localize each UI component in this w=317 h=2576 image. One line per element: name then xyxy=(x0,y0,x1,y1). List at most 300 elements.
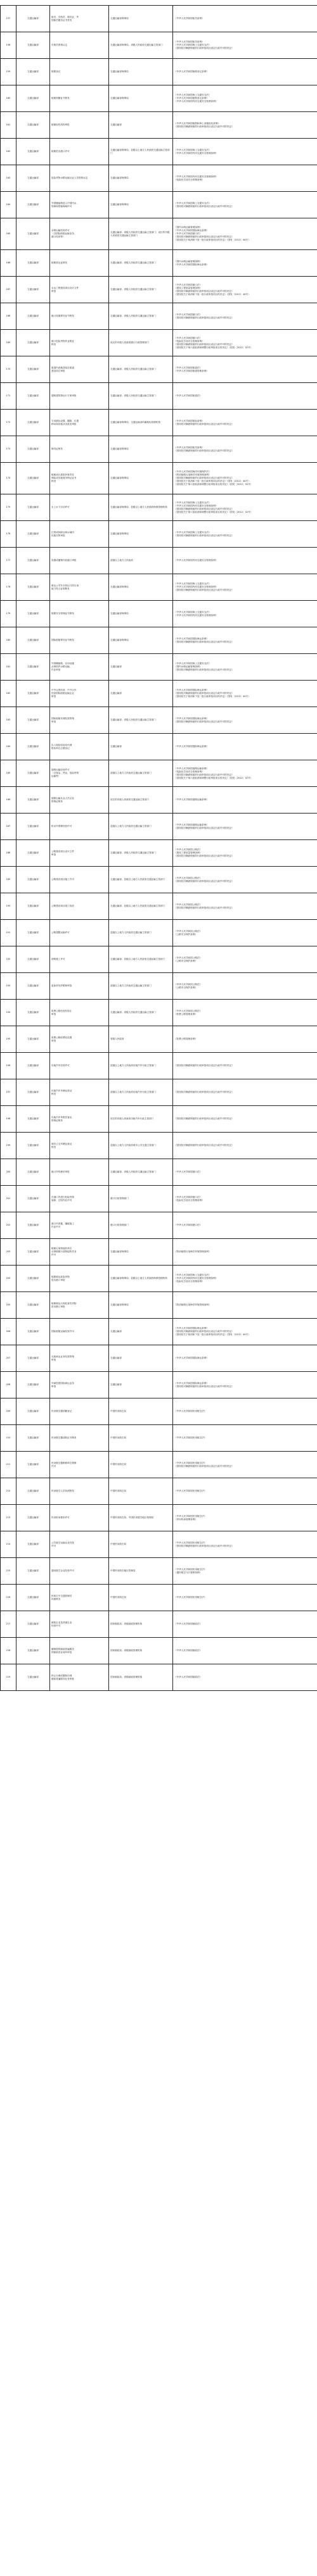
approving-authority-cell-line: 交通运输部海事局 xyxy=(110,1250,129,1253)
department-cell: 交通运输部 xyxy=(16,1531,50,1558)
department-cell: 交通运输部 xyxy=(16,1611,50,1638)
row-number-cell: 158 xyxy=(1,32,16,59)
approval-item-cell xyxy=(50,1372,109,1398)
legal-basis-cell-line: 《国务院对确需保留的行政审批项目设定行政许可的决定》 xyxy=(174,1330,234,1333)
approval-item-cell-line: 通用航空企业经营许可 xyxy=(51,1569,74,1572)
legal-basis-cell-line: 《国务院对确需保留的行政审批项目设定行政许可的决定》 xyxy=(174,1064,234,1067)
row-number-cell: 175 xyxy=(1,494,16,521)
approving-authority-cell xyxy=(109,920,173,946)
legal-basis-cell xyxy=(173,1664,317,1691)
approval-item-cell-line: 中外合资经营、中外合作 xyxy=(51,689,77,691)
approval-item-cell-line: 从事船舶污染物接收作业 xyxy=(51,1250,77,1253)
legal-basis-cell-line: 《国务院对确需保留的行政审批项目设定行政许可的决定》 xyxy=(174,342,234,346)
legal-basis-cell-line: 《国务院对确需保留的行政审批项目设定行政许可的决定》 xyxy=(174,1144,234,1147)
table-row xyxy=(1,1398,317,1425)
approving-authority-cell-line: 国家邮政局；省级邮政管理机构 xyxy=(110,1676,143,1678)
approval-item-cell-line: 核发 xyxy=(51,480,56,482)
approval-item-cell-line: 打捞或拆除沿海水域内 xyxy=(51,531,74,534)
row-number-cell: 211 xyxy=(1,1452,16,1478)
legal-basis-cell-line: 《国务院对确需保留的行政审批项目设定行政许可的决定》 xyxy=(174,316,234,319)
legal-basis-cell-line: 《收费公路管理条例》 xyxy=(174,1012,197,1015)
approval-item-cell-line: 出租汽车经营许可 xyxy=(51,1064,70,1067)
legal-basis-cell xyxy=(173,32,317,59)
legal-basis-cell xyxy=(173,787,317,814)
legal-basis-cell xyxy=(173,463,317,494)
approval-item-cell-line: 港口岸线使用审批 xyxy=(51,1171,70,1173)
approval-item-cell xyxy=(50,192,109,218)
legal-basis-cell-line: 《国内水路运输管理条例》 xyxy=(174,665,202,668)
row-number-cell: 178 xyxy=(1,574,16,601)
approval-item-cell xyxy=(50,356,109,383)
row-number-cell: 217 xyxy=(1,1611,16,1638)
row-number-cell: 188 xyxy=(1,840,16,867)
approval-item-cell xyxy=(50,574,109,601)
row-number-cell: 212 xyxy=(1,1478,16,1505)
approving-authority-cell xyxy=(109,1452,173,1478)
row-number-cell: 191 xyxy=(1,920,16,946)
department-cell: 交通运输部 xyxy=(16,1425,50,1452)
approving-authority-cell-line: 交通运输部海事局；县级以上地方人民政府海事管理机构 xyxy=(110,1277,167,1279)
approval-item-cell-line: 国际船舶运输经营许可 xyxy=(51,1330,74,1333)
row-number-cell: 215 xyxy=(1,1558,16,1585)
approval-item-cell-line: 在港口内进行危险货物 xyxy=(51,1195,74,1198)
approval-item-cell xyxy=(50,1000,109,1026)
legal-basis-cell-line: 《中华人民共和国内河交通安全管理条例》 xyxy=(174,1277,218,1279)
approval-item-cell xyxy=(50,814,109,840)
legal-basis-cell-line: 《中华人民共和国国际海运条例》 xyxy=(174,717,209,720)
approval-items-table xyxy=(0,5,317,1691)
approval-item-cell-line: 沉船沉物审批 xyxy=(51,534,65,537)
row-number-cell: 179 xyxy=(1,601,16,627)
legal-basis-cell xyxy=(173,1186,317,1212)
approval-item-cell-line: 通航建筑物运行方案审批 xyxy=(51,394,77,397)
legal-basis-cell-line: 《公路安全保护条例》 xyxy=(174,933,197,936)
table-row xyxy=(1,867,317,893)
department-cell: 交通运输部 xyxy=(16,601,50,627)
approval-item-cell-line: 收费公路收费站设置 xyxy=(51,1036,72,1039)
approval-item-cell-line: 民用航空器国籍登记 xyxy=(51,1410,72,1412)
legal-basis-cell-line: 《中华人民共和国海上交通安全法》 xyxy=(174,662,211,665)
approving-authority-cell-line: 交通运输部海事局 xyxy=(110,477,129,479)
approval-item-cell-line: 船舶登记 xyxy=(51,70,61,73)
department-cell: 交通运输部 xyxy=(16,1372,50,1398)
legal-basis-cell-line: 《中华人民共和国海上交通安全法》 xyxy=(174,94,211,96)
legal-basis-cell xyxy=(173,1452,317,1478)
approval-item-cell-line: 民用航空人员执照核发 xyxy=(51,1490,74,1492)
approving-authority-cell xyxy=(109,250,173,277)
approval-item-cell-line: 经营许可 xyxy=(51,1624,61,1627)
approving-authority-cell xyxy=(109,112,173,139)
legal-basis-cell xyxy=(173,277,317,303)
approving-authority-cell-line: 中国民用航空局 xyxy=(110,1463,127,1466)
approving-authority-cell xyxy=(109,1319,173,1345)
approving-authority-cell-line: 交通运输部 xyxy=(110,123,122,126)
row-number-cell: 184 xyxy=(1,734,16,760)
legal-basis-cell xyxy=(173,867,317,893)
department-cell: 交通运输部 xyxy=(16,1266,50,1292)
approval-item-cell xyxy=(50,1558,109,1585)
approving-authority-cell-line: 中国民用航空地区管理局 xyxy=(110,1569,136,1572)
department-cell: 交通运输部 xyxy=(16,463,50,494)
department-cell: 交通运输部 xyxy=(16,383,50,410)
department-cell: 交通运输部 xyxy=(16,192,50,218)
legal-basis-cell xyxy=(173,1425,317,1452)
approving-authority-cell-line: 设区的市级人民政府港口行政管理部门 xyxy=(110,341,150,344)
approval-item-cell xyxy=(50,303,109,330)
legal-basis-cell xyxy=(173,1638,317,1664)
approving-authority-cell-line: 交通运输部；县级以上地方人民政府交通运输主管部门 xyxy=(110,878,165,881)
department-cell: 交通运输部 xyxy=(16,1239,50,1266)
approving-authority-cell xyxy=(109,218,173,250)
legal-basis-cell-line: 《中华人民共和国内河交通安全管理条例》 xyxy=(174,559,218,562)
legal-basis-cell-line: 《危险化学品安全管理条例》 xyxy=(174,1280,204,1283)
legal-basis-cell xyxy=(173,6,317,32)
legal-basis-cell-line: 《中华人民共和国航道法》 xyxy=(174,394,202,397)
department-cell: 交通运输部 xyxy=(16,139,50,165)
approving-authority-cell xyxy=(109,1372,173,1398)
approving-authority-cell-line: 县级以上地方人民政府交通运输主管部门 xyxy=(110,984,152,987)
legal-basis-cell-line: 《国务院关于第六批取消和调整行政审批项目的决定》（国发〔2012〕52号） xyxy=(174,776,253,779)
row-number-cell: 196 xyxy=(1,1053,16,1079)
legal-basis-cell-line: 《国务院对确需保留的行政审批项目设定行政许可的决定》 xyxy=(174,507,234,510)
approving-authority-cell-line: 交通运输部；省级人民政府交通运输主管部门 xyxy=(110,368,156,370)
approving-authority-cell-line: 中国民用航空局 xyxy=(110,1410,127,1412)
row-number-cell: 180 xyxy=(1,627,16,654)
table-row xyxy=(1,463,317,494)
approval-item-cell xyxy=(50,1053,109,1079)
approving-authority-cell-line: 交通运输部 xyxy=(110,745,122,748)
approval-item-cell xyxy=(50,1664,109,1691)
approval-item-cell-line: 审批 xyxy=(51,1385,56,1388)
department-cell: 交通运输部 xyxy=(16,303,50,330)
legal-basis-cell-line: 《收费公路管理条例》 xyxy=(174,1038,197,1040)
approval-item-cell xyxy=(50,1212,109,1239)
table-row xyxy=(1,1133,317,1159)
approving-authority-cell xyxy=(109,1292,173,1319)
legal-basis-cell-line: 《国务院对确需保留的行政审批项目设定行政许可的决定》 xyxy=(174,1544,234,1547)
approving-authority-cell-line: 县级以上地方人民政府出租汽车行政主管部门 xyxy=(110,1091,156,1093)
approving-authority-cell xyxy=(109,1159,173,1186)
legal-basis-cell-line: 《中华人民共和国公路法》 xyxy=(174,983,202,986)
approving-authority-cell-line: 国家邮政局；省级邮政管理机构 xyxy=(110,1623,143,1625)
legal-basis-cell-line: 《中华人民共和国船员条例》 xyxy=(174,17,204,20)
legal-basis-cell xyxy=(173,85,317,112)
department-cell: 交通运输部 xyxy=(16,654,50,681)
row-number-cell: 181 xyxy=(1,654,16,681)
legal-basis-cell-line: 《国务院对确需保留的行政审批项目设定行政许可的决定》 xyxy=(174,773,234,776)
legal-basis-cell xyxy=(173,1239,317,1266)
approving-authority-cell xyxy=(109,1585,173,1611)
approval-item-cell xyxy=(50,1531,109,1558)
legal-basis-cell-line: 《中华人民共和国道路运输条例》 xyxy=(174,823,209,826)
approval-item-cell xyxy=(50,1159,109,1186)
approval-item-cell-line: 道路运输经营许可 xyxy=(51,769,70,771)
approval-item-cell-line: 船员、引航员、海员证、外 xyxy=(51,15,79,18)
legal-basis-cell-line: 《国务院对确需保留的行政审批项目设定行政许可的决定》 xyxy=(174,236,234,238)
department-cell: 交通运输部 xyxy=(16,973,50,1000)
table-row xyxy=(1,1611,317,1638)
legal-basis-cell-line: 《中华人民共和国国际海运条例》 xyxy=(174,229,209,232)
department-cell: 交通运输部 xyxy=(16,893,50,920)
legal-basis-cell-line: 《国务院对确需保留的行政审批项目设定行政许可的决定》 xyxy=(174,125,234,128)
approval-item-cell-line: 许可 xyxy=(51,1253,56,1256)
legal-basis-cell-line: 《国务院对确需保留的行政审批项目设定行政许可的决定》 xyxy=(174,879,234,883)
legal-basis-cell xyxy=(173,574,317,601)
approving-authority-cell xyxy=(109,893,173,920)
table-row xyxy=(1,303,317,330)
approving-authority-cell xyxy=(109,1398,173,1425)
legal-basis-cell-line: 《中华人民共和国国际海运条例》 xyxy=(174,689,209,691)
approval-item-cell-line: 港口内采掘、爆破施工 xyxy=(51,1222,74,1225)
department-cell: 交通运输部 xyxy=(16,920,50,946)
legal-basis-cell-line: 《中华人民共和国国际海运条例》 xyxy=(174,263,209,266)
department-cell: 交通运输部 xyxy=(16,1664,50,1691)
approval-item-cell-line: 航运公司安全营运与防污染 xyxy=(51,584,79,587)
approving-authority-cell xyxy=(109,787,173,814)
department-cell: 交通运输部 xyxy=(16,1186,50,1212)
legal-basis-cell-line: 《中华人民共和国民用航空法》 xyxy=(174,1490,207,1492)
department-cell: 交通运输部 xyxy=(16,356,50,383)
department-cell: 交通运输部 xyxy=(16,574,50,601)
approving-authority-cell xyxy=(109,814,173,840)
table-row xyxy=(1,681,317,707)
approving-authority-cell-line: 交通运输部 xyxy=(110,1383,122,1386)
approving-authority-cell-line: 交通运输部海事局 xyxy=(110,97,129,99)
approval-item-cell xyxy=(50,330,109,356)
approval-item-cell-line: 更新采伐护路林审批 xyxy=(51,984,72,987)
row-number-cell: 186 xyxy=(1,787,16,814)
approving-authority-cell xyxy=(109,867,173,893)
table-row xyxy=(1,1106,317,1133)
approving-authority-cell xyxy=(109,1266,173,1292)
legal-basis-cell-line: 《中华人民共和国公路法》 xyxy=(174,876,202,879)
approval-item-cell-line: 停止办理或限制办理 xyxy=(51,1674,72,1677)
row-number-cell: 174 xyxy=(1,463,16,494)
approval-item-cell xyxy=(50,112,109,139)
legal-basis-cell-line: 《建设工程质量管理条例》 xyxy=(174,286,202,289)
approval-item-cell-line: 审批 xyxy=(51,289,56,292)
legal-basis-cell-line: 《国务院对确需保留的行政审批项目设定行政许可的决定》 xyxy=(174,640,234,643)
approving-authority-cell xyxy=(109,436,173,463)
row-number-cell: 219 xyxy=(1,1664,16,1691)
approving-authority-cell xyxy=(109,1212,173,1239)
approval-item-cell-line: 保险或其他财务保证证书 xyxy=(51,477,77,479)
legal-basis-cell-line: 《中华人民共和国国际海运条例》 xyxy=(174,1381,209,1385)
row-number-cell: 200 xyxy=(1,1159,16,1186)
approving-authority-cell-line: 交通运输部海事局；县级以上地方人民政府交通运输主管部门 xyxy=(110,148,170,154)
approving-authority-cell-line: 县级以上地方人民政府交通运输主管部门 xyxy=(110,825,152,827)
approval-item-cell xyxy=(50,1079,109,1106)
approval-item-cell xyxy=(50,1611,109,1638)
approval-item-cell-line: 移动和其他状况改变审批 xyxy=(51,422,77,425)
approval-item-cell xyxy=(50,521,109,548)
row-number-cell: 157 xyxy=(1,6,16,32)
approval-item-cell xyxy=(50,250,109,277)
approval-item-cell-line: 民用航空器维修单位维修 xyxy=(51,1461,77,1464)
approval-item-cell-line: 港口设施保安证书核发 xyxy=(51,315,74,317)
legal-basis-cell-line: 《国务院对确需保留的行政审批项目设定行政许可的决定》 xyxy=(174,855,234,857)
department-cell: 交通运输部 xyxy=(16,867,50,893)
table-row xyxy=(1,112,317,139)
row-number-cell: 214 xyxy=(1,1531,16,1558)
approving-authority-cell-line: 中国民用航空局 xyxy=(110,1543,127,1545)
legal-basis-cell-line: 《危险化学品安全管理条例》 xyxy=(174,178,204,181)
approving-authority-cell-line: 省级人民政府 xyxy=(110,1038,124,1040)
approval-item-cell-line: 外国籍船舶、浮动设施 xyxy=(51,662,74,665)
approval-item-cell xyxy=(50,548,109,574)
department-cell: 交通运输部 xyxy=(16,112,50,139)
approval-item-cell-line: 国际船舶代理经营资格 xyxy=(51,717,74,720)
legal-basis-cell-line: 《中华人民共和国港口法》 xyxy=(174,1171,202,1173)
approving-authority-cell xyxy=(109,1345,173,1372)
legal-basis-cell-line: 《中华人民共和国道路运输条例》 xyxy=(174,767,209,770)
approving-authority-cell xyxy=(109,463,173,494)
approving-authority-cell-line: 交通运输部海事局 xyxy=(110,532,129,535)
approval-item-cell-line: 核发 xyxy=(51,1145,56,1148)
approving-authority-cell xyxy=(109,303,173,330)
approval-item-cell-line: 外国籍船舶进入中国内水、 xyxy=(51,201,79,204)
legal-basis-cell-line: 《危险化学品安全管理条例》 xyxy=(174,339,204,342)
row-number-cell: 216 xyxy=(1,1585,16,1611)
approving-authority-cell xyxy=(109,32,173,59)
department-cell: 交通运输部 xyxy=(16,521,50,548)
department-cell: 交通运输部 xyxy=(16,59,50,85)
department-cell: 交通运输部 xyxy=(16,410,50,436)
approval-item-cell xyxy=(50,1398,109,1425)
table-row xyxy=(1,494,317,521)
approval-item-cell-line: 审批 xyxy=(51,853,56,856)
legal-basis-cell-line: 《中华人民共和国内河交通安全管理条例》 xyxy=(174,586,218,588)
table-row xyxy=(1,192,317,218)
row-number-cell: 205 xyxy=(1,1292,16,1319)
legal-basis-cell xyxy=(173,1212,317,1239)
approval-item-cell xyxy=(50,973,109,1000)
table-row xyxy=(1,1319,317,1345)
approving-authority-cell xyxy=(109,574,173,601)
approval-item-cell-line: 装卸、过驳作业许可 xyxy=(51,1198,72,1202)
legal-basis-cell-line: 《国务院关于第六批取消和调整行政审批项目的决定》（国发〔2012〕52号） xyxy=(174,346,253,349)
row-number-cell: 195 xyxy=(1,1026,16,1053)
approving-authority-cell xyxy=(109,760,173,787)
approving-authority-cell-line: 交通运输部；省级人民政府交通运输主管部门 xyxy=(110,261,156,264)
department-cell: 交通运输部 xyxy=(16,85,50,112)
approval-item-cell xyxy=(50,32,109,59)
table-row xyxy=(1,1292,317,1319)
legal-basis-cell-line: 《国务院关于第六批取消和调整行政审批项目的决定》（国发〔2012〕52号） xyxy=(174,510,253,513)
legal-basis-cell xyxy=(173,1053,317,1079)
approval-item-cell-line: 水上水下活动许可 xyxy=(51,506,70,508)
approving-authority-cell xyxy=(109,192,173,218)
approving-authority-cell-line: 交通运输部 xyxy=(110,665,122,668)
approving-authority-cell xyxy=(109,946,173,973)
approval-item-cell-line: 港口经营等） xyxy=(51,236,65,238)
legal-basis-cell-line: 《中华人民共和国公路法》 xyxy=(174,929,202,933)
approval-item-cell-line: 水运工程建设项目设计文件 xyxy=(51,286,79,289)
approval-item-cell xyxy=(50,654,109,681)
approving-authority-cell-line: 交通运输部；省级人民政府交通运输主管部门 xyxy=(110,1171,156,1173)
legal-basis-cell-line: 《中华人民共和国国际海运条例》 xyxy=(174,1327,209,1329)
approving-authority-cell xyxy=(109,85,173,112)
approving-authority-cell-line: 交通运输部 xyxy=(110,692,122,694)
legal-basis-cell-line: 《国务院对确需保留的行政审批项目设定行政许可的决定》 xyxy=(174,1464,234,1467)
table-row xyxy=(1,1239,317,1266)
department-cell: 交通运输部 xyxy=(16,814,50,840)
approving-authority-cell-line: 县级以上地方人民政府交通运输主管部门 xyxy=(110,931,152,934)
approving-authority-cell xyxy=(109,707,173,734)
department-cell: 交通运输部 xyxy=(16,707,50,734)
approving-authority-cell-line: 交通运输部；县级以上地方人民政府交通运输主管部门 xyxy=(110,958,165,960)
row-number-cell: 203 xyxy=(1,1239,16,1266)
legal-basis-cell-line: 《中华人民共和国民用航空法》 xyxy=(174,1541,207,1544)
approval-item-cell-line: 领海和管辖海域许可 xyxy=(51,204,72,208)
department-cell: 交通运输部 xyxy=(16,250,50,277)
table-row xyxy=(1,1000,317,1026)
approval-item-cell xyxy=(50,6,109,32)
row-number-cell: 197 xyxy=(1,1079,16,1106)
row-number-cell: 169 xyxy=(1,330,16,356)
legal-basis-cell-line: 《中华人民共和国民用航空法》 xyxy=(174,1461,207,1464)
approval-item-cell-line: 公路建设项目施工许可 xyxy=(51,878,74,881)
approval-item-cell-line: 经营国际船舶运输企业 xyxy=(51,692,74,694)
legal-basis-cell xyxy=(173,946,317,973)
approval-item-cell xyxy=(50,787,109,814)
row-number-cell: 172 xyxy=(1,410,16,436)
legal-basis-cell-line: 《民用机场管理条例》 xyxy=(174,1517,197,1521)
legal-basis-cell xyxy=(173,139,317,165)
row-number-cell: 168 xyxy=(1,303,16,330)
legal-basis-cell xyxy=(173,410,317,436)
table-row xyxy=(1,1186,317,1212)
legal-basis-cell-line: 《国内水路运输管理条例》 xyxy=(174,226,202,229)
legal-basis-cell-line: 《中华人民共和国船员条例》 xyxy=(174,446,204,449)
legal-basis-cell-line: 《防治船舶污染海洋环境管理条例》 xyxy=(174,474,211,476)
legal-basis-cell-line: 《中华人民共和国邮政法》 xyxy=(174,1623,202,1625)
approval-item-cell-line: 公路超限运输许可 xyxy=(51,931,70,934)
department-cell: 交通运输部 xyxy=(16,681,50,707)
approval-item-cell-line: 审批 xyxy=(51,1358,56,1361)
legal-basis-cell xyxy=(173,1372,317,1398)
approval-item-cell-line: 许可 xyxy=(51,1464,56,1467)
department-cell: 交通运输部 xyxy=(16,840,50,867)
legal-basis-cell-line: 《国务院对确需保留的行政审批项目设定行政许可的决定》 xyxy=(174,449,234,452)
legal-basis-cell-line: 《中华人民共和国航道管理条例》 xyxy=(174,369,209,372)
approval-item-cell xyxy=(50,383,109,410)
department-cell: 交通运输部 xyxy=(16,1345,50,1372)
approving-authority-cell xyxy=(109,1664,173,1691)
legal-basis-cell-line: 《中华人民共和国港口法》 xyxy=(174,1195,202,1198)
table-row xyxy=(1,521,317,548)
approval-item-cell-line: 航道内设施及临近航道 xyxy=(51,366,74,369)
legal-basis-cell-line: 《中华人民共和国港口法》 xyxy=(174,283,202,286)
legal-basis-cell-line: 《中华人民共和国海上交通安全法》 xyxy=(174,531,211,534)
legal-basis-cell-line: 《国务院关于取消和下放一批行政审批项目的决定》（国发〔2013〕44号） xyxy=(174,1333,250,1336)
department-cell: 交通运输部 xyxy=(16,760,50,787)
approval-item-cell xyxy=(50,1186,109,1212)
approval-item-cell-line: 审批 xyxy=(51,695,56,698)
approval-item-cell-line: （含国际船舶运输业务、 xyxy=(51,232,77,235)
legal-basis-cell-line: 《中华人民共和国国际海运条例》 xyxy=(174,1357,209,1359)
table-row xyxy=(1,1345,317,1372)
table-row xyxy=(1,32,317,59)
legal-basis-cell xyxy=(173,383,317,410)
row-number-cell: 176 xyxy=(1,521,16,548)
table-row xyxy=(1,1452,317,1478)
department-cell: 交通运输部 xyxy=(16,627,50,654)
approval-item-cell-line: 机动车维修经营许可 xyxy=(51,825,72,827)
legal-basis-cell-line: 《中华人民共和国国际海运条例》 xyxy=(174,745,209,748)
table-row xyxy=(1,1531,317,1558)
approval-item-cell xyxy=(50,165,109,192)
